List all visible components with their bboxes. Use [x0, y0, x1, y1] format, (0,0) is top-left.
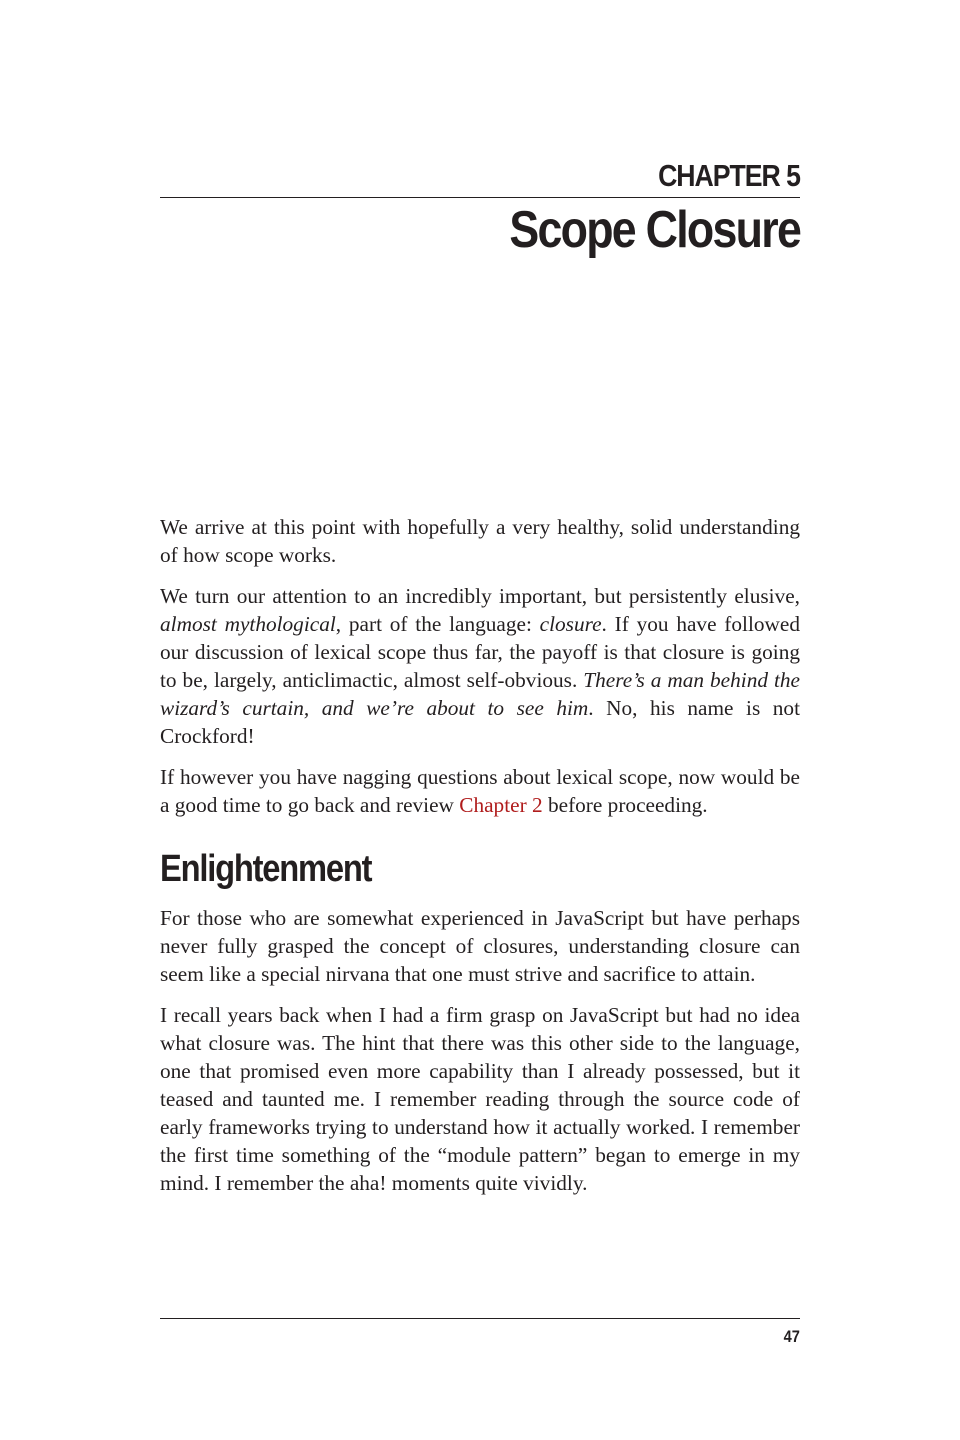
chapter-2-link[interactable]: Chapter 2	[459, 793, 543, 817]
text-run: , part of the language:	[335, 612, 540, 636]
paragraph	[160, 763, 800, 819]
emphasis: There’s a man behind the wizard’s curtain, and we’re about to see him	[160, 668, 800, 720]
book-page	[160, 0, 800, 1440]
paragraph: We arrive at this point with hopefully a very healthy, solid understanding of how scope works.	[160, 515, 800, 567]
text-run: If however you have nagging questions about lexical scope, now would be a good time to go back and review	[160, 765, 800, 817]
emphasis: closure	[539, 612, 602, 636]
paragraph	[160, 582, 800, 750]
chapter-label: CHAPTER 5	[658, 158, 800, 193]
footer-rule	[160, 1318, 800, 1319]
paragraph: I recall years back when I had a firm grasp on JavaScript but had no idea what closure was. The hint that there was this other side to the language, one that promised even more capability than I already possessed, but it teased and taunted me. I remember reading through the source code of early frameworks trying to understand how it actually worked. I remember the first time something of the “module pattern” began to emerge in my mind. I remember the aha! moments quite vividly.	[160, 1003, 800, 1195]
paragraph: For those who are somewhat experienced in JavaScript but have perhaps never fully grasped the concept of closures, understanding closure can seem like a special nirvana that one must strive and sacrifice to attain.	[160, 906, 800, 986]
text-run: We turn our attention to an incredibly important, but persistently elusive,	[160, 584, 800, 608]
section-heading: Enlightenment	[160, 848, 372, 890]
intro-text	[160, 513, 800, 819]
section-text	[160, 904, 800, 1197]
text-run: before proceeding.	[542, 793, 708, 817]
text-run: . No, his name is not Crockford!	[160, 696, 800, 748]
text-run: . If you have followed our discussion of lexical scope thus far, the payoff is that closure is going to be, largely, anticlimactic, almost self-obvious.	[160, 612, 801, 692]
chapter-title: Scope Closure	[509, 201, 800, 259]
chapter-rule	[160, 197, 800, 198]
emphasis: almost mythological	[160, 612, 336, 636]
page-number: 47	[783, 1327, 800, 1346]
